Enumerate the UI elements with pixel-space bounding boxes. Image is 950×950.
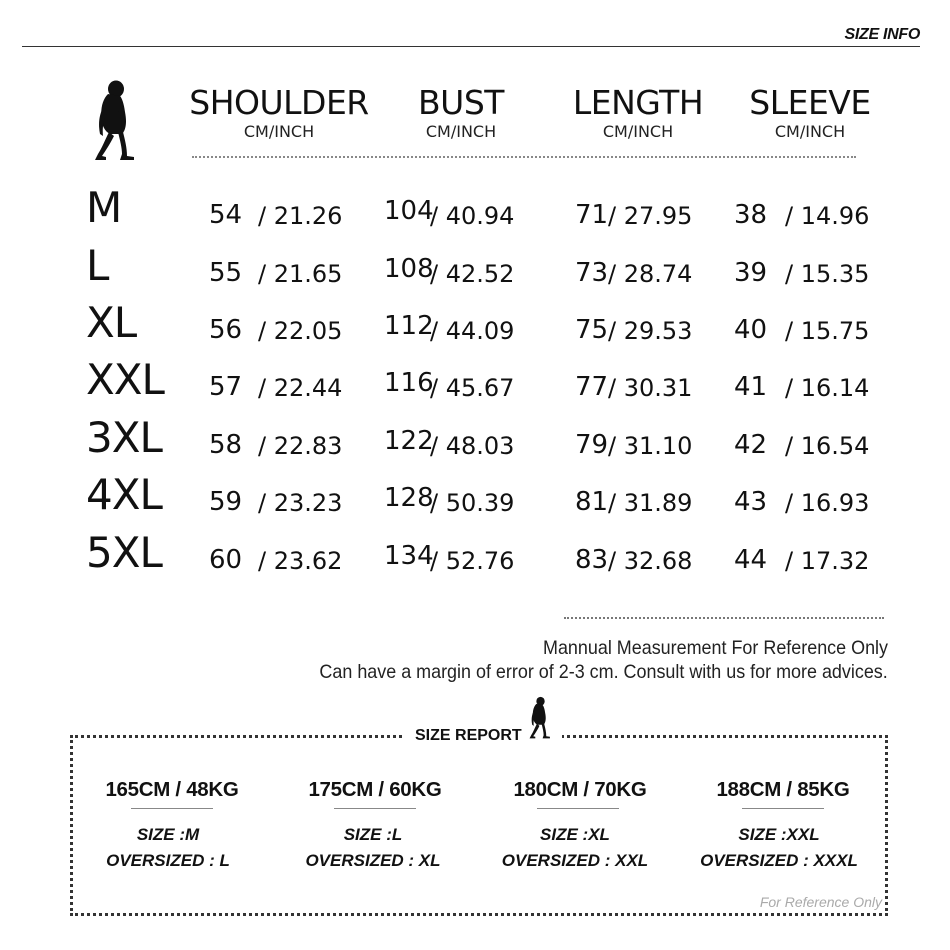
column-unit: CM/INCH (774, 122, 846, 141)
sleeve-inch-value: / 14.96 (785, 202, 870, 230)
model-size: SIZE :M (136, 825, 200, 844)
length-cm-value: 81 (575, 487, 609, 517)
shoulder-cm-value: 55 (209, 258, 243, 288)
reference-footnote: For Reference Only (759, 894, 882, 910)
shoulder-cm-value: 56 (209, 315, 243, 345)
model-size: SIZE :XL (540, 825, 610, 844)
model-stats: 188CM / 85KG (716, 778, 850, 801)
length-cm-value: 75 (575, 315, 609, 345)
shoulder-inch-value: / 22.05 (258, 317, 343, 345)
bust-inch-value: / 48.03 (430, 432, 515, 460)
shoulder-inch-value: / 23.23 (258, 489, 343, 517)
model-size: SIZE :XXL (738, 825, 820, 844)
model-stats: 165CM / 48KG (105, 778, 239, 801)
measurement-note: Mannual Measurement For Reference Only (542, 637, 888, 659)
size-info-title: SIZE INFO (844, 26, 920, 43)
sleeve-cm-value: 38 (734, 200, 768, 230)
model-oversized: OVERSIZED : L (106, 851, 230, 870)
sleeve-inch-value: / 17.32 (785, 547, 870, 575)
bust-inch-value: / 40.94 (430, 202, 515, 230)
sleeve-cm-value: 44 (734, 545, 768, 575)
size-label: L (86, 241, 109, 290)
sleeve-inch-value: / 16.54 (785, 432, 870, 460)
size-label: XL (86, 298, 137, 347)
length-cm-value: 77 (575, 372, 609, 402)
bust-inch-value: / 45.67 (430, 374, 515, 402)
ape-figure-small-icon (528, 694, 552, 742)
column-unit: CM/INCH (602, 122, 674, 141)
model-oversized: OVERSIZED : XXXL (700, 851, 858, 870)
length-cm-value: 83 (575, 545, 609, 575)
bust-inch-value: / 50.39 (430, 489, 515, 517)
size-label: 4XL (86, 470, 162, 519)
length-inch-value: / 27.95 (608, 202, 693, 230)
size-label: M (86, 183, 122, 232)
margin-note: Can have a margin of error of 2-3 cm. Consult with us for more advices. (319, 661, 888, 683)
column-title: SHOULDER (189, 83, 369, 122)
notes-dotted-divider (564, 617, 884, 619)
header-divider (22, 46, 920, 47)
shoulder-inch-value: / 21.26 (258, 202, 343, 230)
model-size: SIZE :L (343, 825, 403, 844)
model-oversized: OVERSIZED : XL (305, 851, 441, 870)
length-inch-value: / 32.68 (608, 547, 693, 575)
size-label: 5XL (86, 528, 162, 577)
column-unit: CM/INCH (243, 122, 315, 141)
shoulder-cm-value: 54 (209, 200, 243, 230)
length-cm-value: 73 (575, 258, 609, 288)
sleeve-cm-value: 43 (734, 487, 768, 517)
length-inch-value: / 31.10 (608, 432, 693, 460)
column-header-bust (366, 84, 556, 142)
model-divider (334, 808, 416, 809)
bust-cm-value: 112 (384, 311, 434, 341)
model-divider (742, 808, 824, 809)
ape-figure-icon (92, 80, 138, 162)
shoulder-inch-value: / 23.62 (258, 547, 343, 575)
column-title: LENGTH (572, 83, 704, 122)
sleeve-inch-value: / 16.14 (785, 374, 870, 402)
bust-cm-value: 128 (384, 483, 434, 513)
model-oversized: OVERSIZED : XXL (501, 851, 649, 870)
shoulder-cm-value: 60 (209, 545, 243, 575)
length-cm-value: 71 (575, 200, 609, 230)
length-cm-value: 79 (575, 430, 609, 460)
sleeve-cm-value: 40 (734, 315, 768, 345)
sleeve-cm-value: 41 (734, 372, 768, 402)
bust-inch-value: / 42.52 (430, 260, 515, 288)
length-inch-value: / 31.89 (608, 489, 693, 517)
sleeve-inch-value: / 15.35 (785, 260, 870, 288)
sleeve-inch-value: / 15.75 (785, 317, 870, 345)
column-unit: CM/INCH (425, 122, 497, 141)
column-title: SLEEVE (749, 83, 871, 122)
size-label: 3XL (86, 413, 162, 462)
bust-cm-value: 122 (384, 426, 434, 456)
sleeve-inch-value: / 16.93 (785, 489, 870, 517)
bust-cm-value: 134 (384, 541, 434, 571)
column-header-sleeve (715, 84, 905, 142)
length-inch-value: / 30.31 (608, 374, 693, 402)
size-report-title: SIZE REPORT (415, 727, 522, 744)
bust-cm-value: 104 (384, 196, 434, 226)
bust-cm-value: 116 (384, 368, 434, 398)
header-dotted-divider (192, 156, 856, 158)
model-stats: 180CM / 70KG (513, 778, 647, 801)
shoulder-inch-value: / 21.65 (258, 260, 343, 288)
shoulder-cm-value: 57 (209, 372, 243, 402)
shoulder-cm-value: 58 (209, 430, 243, 460)
column-header-shoulder (184, 84, 374, 142)
sleeve-cm-value: 39 (734, 258, 768, 288)
length-inch-value: / 29.53 (608, 317, 693, 345)
bust-cm-value: 108 (384, 254, 434, 284)
length-inch-value: / 28.74 (608, 260, 693, 288)
size-label: XXL (86, 355, 164, 404)
bust-inch-value: / 44.09 (430, 317, 515, 345)
bust-inch-value: / 52.76 (430, 547, 515, 575)
shoulder-inch-value: / 22.44 (258, 374, 343, 402)
sleeve-cm-value: 42 (734, 430, 768, 460)
column-header-length (543, 84, 733, 142)
shoulder-cm-value: 59 (209, 487, 243, 517)
model-stats: 175CM / 60KG (308, 778, 442, 801)
model-divider (131, 808, 213, 809)
column-title: BUST (418, 83, 504, 122)
shoulder-inch-value: / 22.83 (258, 432, 343, 460)
model-divider (537, 808, 619, 809)
